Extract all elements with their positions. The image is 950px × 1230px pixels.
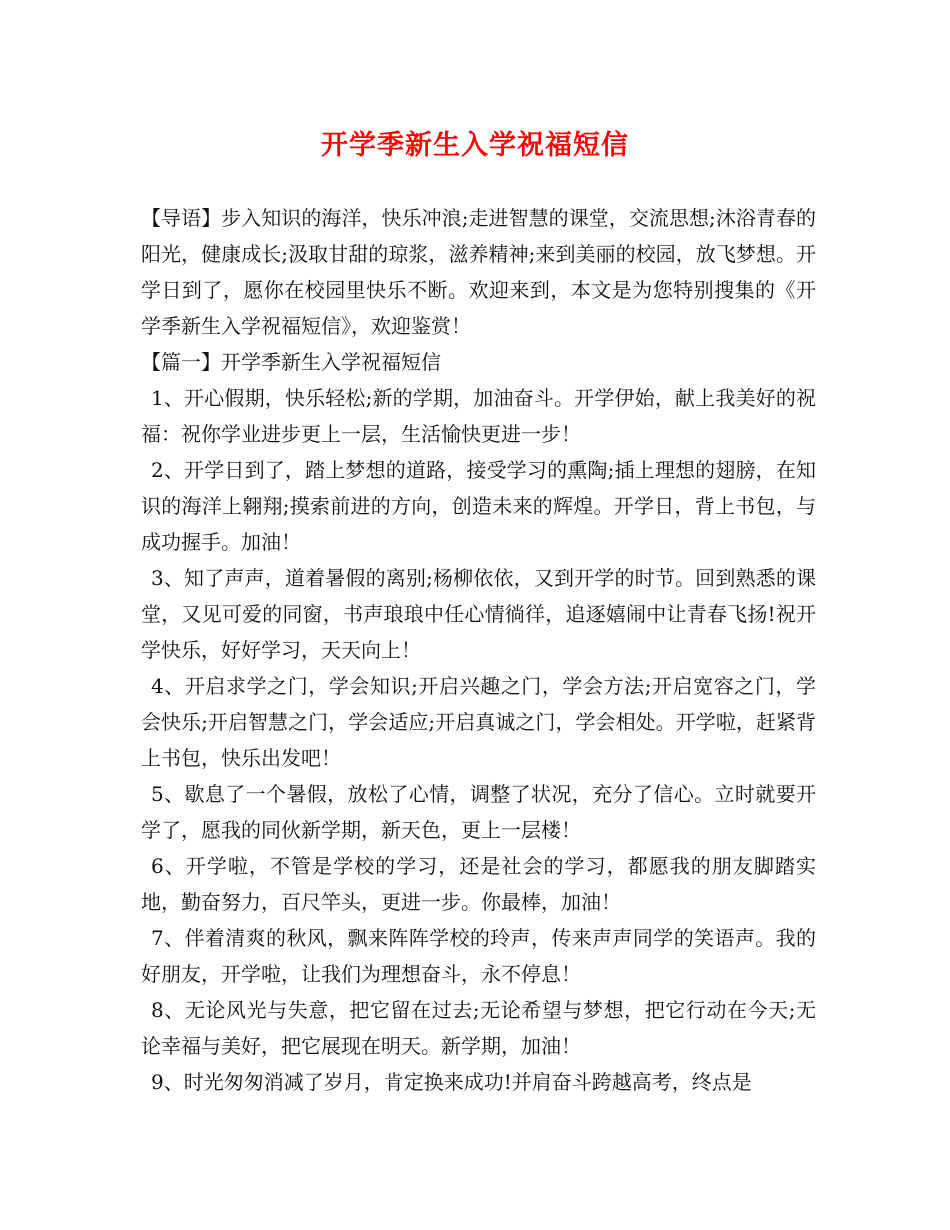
list-item: 6、开学啦，不管是学校的学习，还是社会的学习，都愿我的朋友脚踏实地，勤奋努力，百尺竿头，更进一步。你最棒，加油！	[141, 854, 816, 914]
list-item: 4、开启求学之门，学会知识;开启兴趣之门，学会方法;开启宽容之门，学会快乐;开启智慧之门，学会适应;开启真诚之门，学会相处。开学啦，赶紧背上书包，快乐出发吧！	[141, 674, 816, 770]
list-item: 1、开心假期，快乐轻松;新的学期，加油奋斗。开学伊始，献上我美好的祝福：祝你学业进步更上一层，生活愉快更进一步！	[141, 386, 816, 446]
document-title: 开学季新生入学祝福短信	[321, 130, 629, 161]
intro-paragraph: 【导语】步入知识的海洋，快乐冲浪;走进智慧的课堂，交流思想;沐浴青春的阳光，健康成长;汲取甘甜的琼浆，滋养精神;来到美丽的校园，放飞梦想。开学日到了，愿你在校园里快乐不断。欢迎来到，本文是为您特别搜集的《开学季新生入学祝福短信》，欢迎鉴赏！	[141, 206, 816, 338]
list-item: 7、伴着清爽的秋风，飘来阵阵学校的玲声，传来声声同学的笑语声。我的好朋友，开学啦，让我们为理想奋斗，永不停息！	[141, 926, 816, 986]
list-item: 2、开学日到了，踏上梦想的道路，接受学习的熏陶;插上理想的翅膀，在知识的海洋上翱翔;摸索前进的方向，创造未来的辉煌。开学日，背上书包，与成功握手。加油！	[141, 458, 816, 554]
document-body	[141, 200, 816, 1100]
list-item: 8、无论风光与失意，把它留在过去;无论希望与梦想，把它行动在今天;无论幸福与美好，把它展现在明天。新学期，加油！	[141, 998, 816, 1058]
list-item: 5、歇息了一个暑假，放松了心情，调整了状况，充分了信心。立时就要开学了，愿我的同伙新学期，新天色，更上一层楼！	[141, 782, 816, 842]
list-item: 9、时光匆匆消减了岁月，肯定换来成功!并肩奋斗跨越高考，终点是	[151, 1070, 752, 1094]
section-heading: 【篇一】开学季新生入学祝福短信	[141, 350, 441, 374]
list-item: 3、知了声声，道着暑假的离别;杨柳依依，又到开学的时节。回到熟悉的课堂，又见可爱的同窗，书声琅琅中任心情徜徉，追逐嬉闹中让青春飞扬!祝开学快乐，好好学习，天天向上！	[141, 566, 816, 662]
